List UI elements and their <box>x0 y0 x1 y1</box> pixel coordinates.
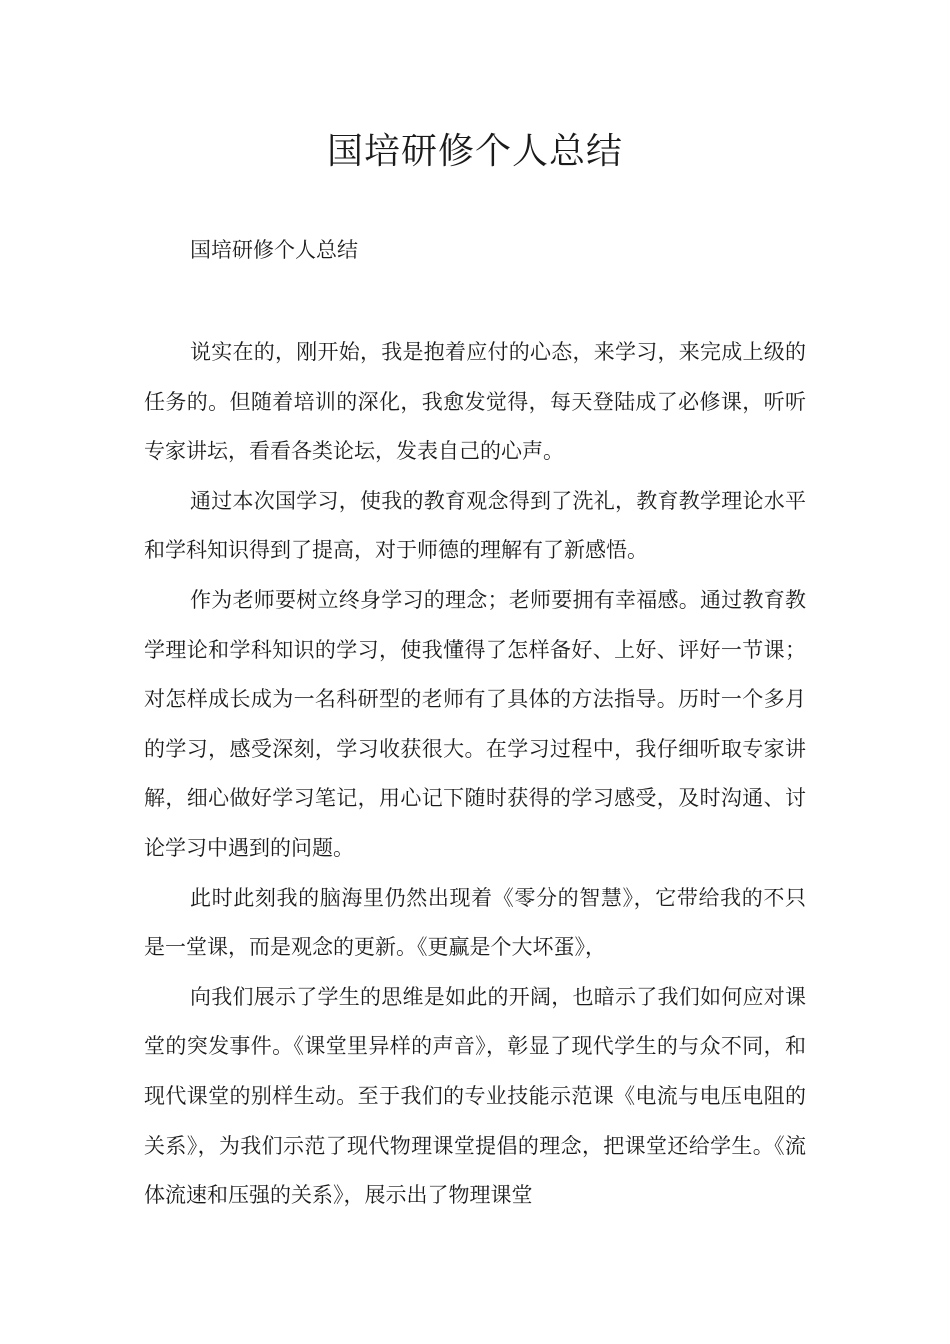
document-subtitle: 国培研修个人总结 <box>190 238 358 262</box>
body-paragraph: 作为老师要树立终身学习的理念；老师要拥有幸福感。通过教育教学理论和学科知识的学习，使我懂得了怎样备好、上好、评好一节课；对怎样成长成为一名科研型的老师有了具体的方法指导。历时一个多月的学习，感受深刻，学习收获很大。在学习过程中，我仔细听取专家讲解，细心做好学习笔记，用心记下随时获得的学习感受，及时沟通、讨论学习中遇到的问题。 <box>144 587 806 860</box>
body-paragraph: 通过本次国学习，使我的教育观念得到了洗礼，教育教学理论水平和学科知识得到了提高，对于师德的理解有了新感悟。 <box>144 488 806 563</box>
body-paragraph: 此时此刻我的脑海里仍然出现着《零分的智慧》，它带给我的不只是一堂课，而是观念的更新。《更赢是个大坏蛋》， <box>144 885 806 960</box>
body-paragraph: 向我们展示了学生的思维是如此的开阔，也暗示了我们如何应对课堂的突发事件。《课堂里异样的声音》，彰显了现代学生的与众不同，和现代课堂的别样生动。至于我们的专业技能示范课《电流与电压电阻的关系》，为我们示范了现代物理课堂提倡的理念，把课堂还给学生。《流体流速和压强的关系》，展示出了物理课堂 <box>144 984 806 1208</box>
document-body <box>144 328 806 1221</box>
body-paragraph: 说实在的，刚开始，我是抱着应付的心态，来学习，来完成上级的任务的。但随着培训的深化，我愈发觉得，每天登陆成了必修课，听听专家讲坛，看看各类论坛，发表自己的心声。 <box>144 340 806 464</box>
document-title: 国培研修个人总结 <box>326 131 623 172</box>
